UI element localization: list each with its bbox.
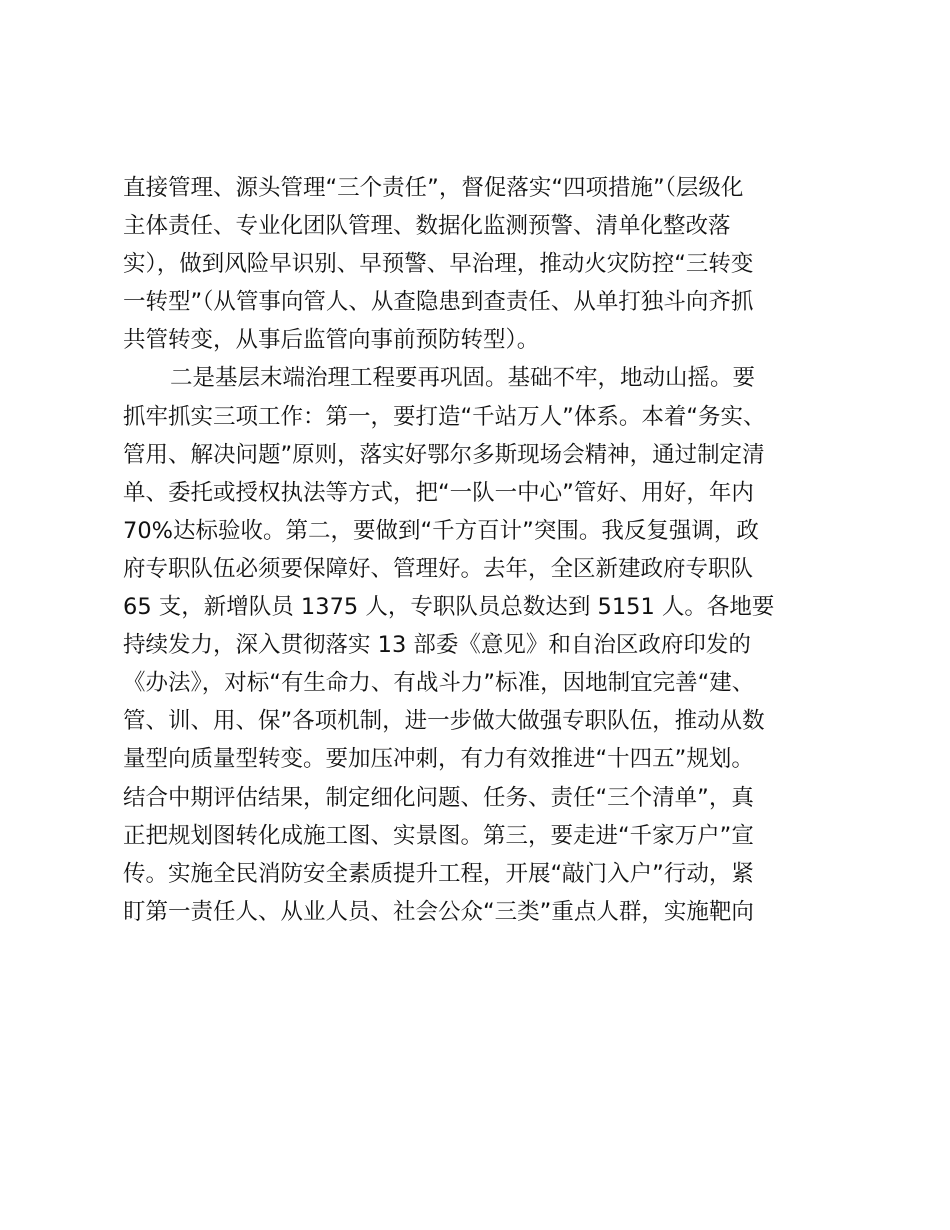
text-line: 正把规划图转化成施工图、实景图。第三，要走进“千家万户”宣: [123, 822, 754, 849]
text-line: 管、训、用、保”各项机制，进一步做大做强专职队伍，推动从数: [123, 708, 765, 735]
text-line: 结合中期评估结果，制定细化问题、任务、责任“三个清单”，真: [123, 784, 754, 811]
text-line: 管用、解决问题”原则，落实好鄂尔多斯现场会精神，通过制定清: [123, 441, 765, 468]
document-body: [123, 169, 838, 931]
text-line: 70%达标验收。第二，要做到“千方百计”突围。我反复强调，政: [123, 517, 759, 544]
text-line: 一转型”（从管事向管人、从查隐患到查责任、从单打独斗向齐抓: [123, 289, 754, 316]
paragraph-first-line: 二是基层末端治理工程要再巩固。基础不牢，地动山摇。要: [170, 365, 756, 392]
text-line: 盯第一责任人、从业人员、社会公众“三类”重点人群，实施靶向: [123, 898, 754, 925]
text-line: 单、委托或授权执法等方式，把“一队一中心”管好、用好，年内: [123, 479, 754, 506]
text-line: 主体责任、专业化团队管理、数据化监测预警、清单化整改落: [123, 213, 731, 240]
text-line: 抓牢抓实三项工作：第一，要打造“千站万人”体系。本着“务实、: [123, 403, 766, 430]
text-line: 传。实施全民消防安全素质提升工程，开展“敲门入户”行动，紧: [123, 860, 754, 887]
text-line: 量型向质量型转变。要加压冲刺，有力有效推进“十四五”规划。: [123, 746, 754, 773]
text-line: 共管转变，从事后监管向事前预防转型）。: [123, 327, 540, 354]
text-line: 65 支，新增队员 1375 人，专职队员总数达到 5151 人。各地要: [123, 594, 775, 621]
text-line: 《办法》，对标“有生命力、有战斗力”标准，因地制宜完善“建、: [123, 670, 755, 697]
text-line: 实），做到风险早识别、早预警、早治理，推动火灾防控“三转变: [123, 251, 754, 278]
text-line: 直接管理、源头管理“三个责任”，督促落实“四项措施”（层级化: [123, 175, 744, 201]
text-line: 府专职队伍必须要保障好、管理好。去年，全区新建政府专职队: [123, 555, 754, 582]
text-line: 持续发力，深入贯彻落实 13 部委《意见》和自治区政府印发的: [123, 632, 751, 659]
